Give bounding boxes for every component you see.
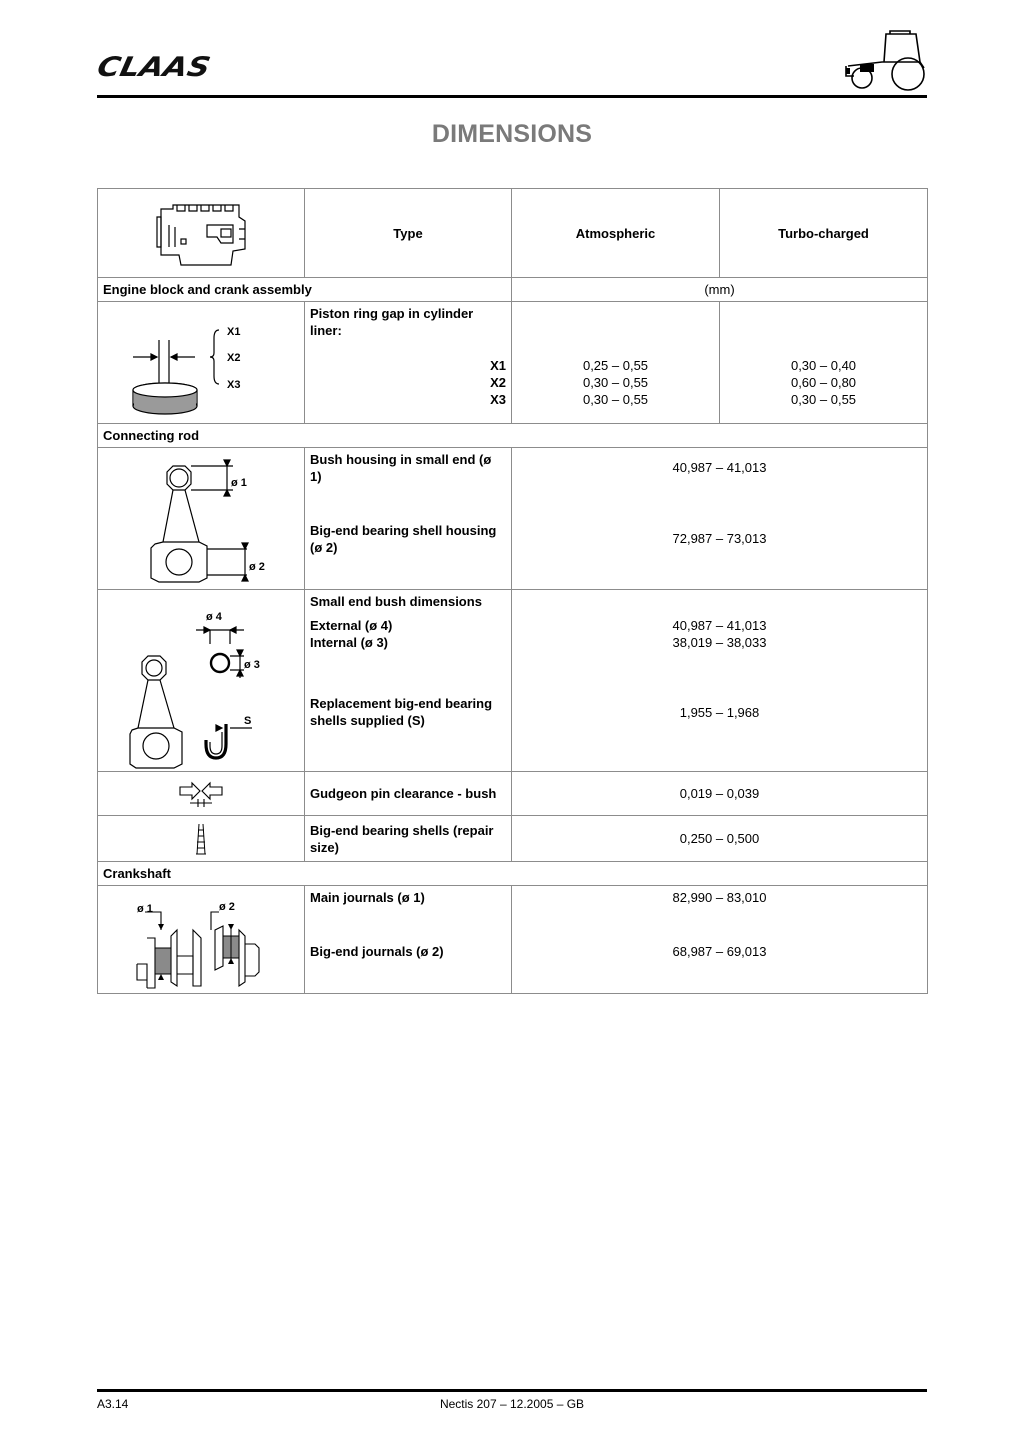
small-end-bush-label-cell (305, 590, 512, 772)
external-label: External (ø 4) (310, 618, 393, 633)
crankshaft-label-cell (305, 886, 512, 994)
piston-ring-icon (121, 308, 281, 418)
brand-text: CLAAS (94, 52, 200, 83)
external-value: 40,987 – 41,013 (672, 618, 767, 633)
x1-turbo: 0,30 – 0,40 (790, 358, 857, 373)
conrod-figure-cell (98, 448, 305, 590)
x2-key: X2 (490, 375, 506, 390)
bush-figure-cell (98, 590, 305, 772)
claas-logo (94, 52, 217, 83)
main-journals-label: Main journals (ø 1) (310, 890, 425, 905)
fig-label-o1: ø 1 (231, 476, 247, 489)
piston-ring-figure-cell (98, 302, 305, 424)
conrod-housing-value-cell (512, 448, 928, 590)
gudgeon-value: 0,019 – 0,039 (512, 772, 928, 816)
fig-label-x3: X3 (227, 378, 241, 391)
piston-ring-turbo-cell (720, 302, 928, 424)
piston-ring-atmospheric-cell (512, 302, 720, 424)
col-header-atmospheric: Atmospheric (512, 189, 720, 278)
table-row-piston-ring (98, 302, 928, 424)
section-row-engine-block (98, 278, 928, 302)
bigend-housing-label: Big-end bearing shell housing (ø 2) (310, 523, 497, 555)
internal-value: 38,019 – 38,033 (672, 635, 767, 650)
fig-label-o3: ø 3 (244, 658, 260, 671)
fig-label-bigend: ø 2 (219, 900, 235, 913)
footer-rule (97, 1389, 927, 1392)
clearance-arrows-icon (176, 779, 226, 809)
section-title-connecting-rod: Connecting rod (98, 424, 928, 448)
replacement-label: Replacement big-end bearing shells supplied (S) (310, 696, 493, 728)
bigend-shells-label: Big-end bearing shells (repair size) (305, 816, 512, 862)
gudgeon-figure-cell (98, 772, 305, 816)
bush-housing-label: Bush housing in small end (ø 1) (310, 452, 492, 484)
small-end-bush-label: Small end bush dimensions (310, 594, 482, 609)
fig-label-x2: X2 (227, 351, 241, 364)
bearing-shells-icon (191, 822, 211, 856)
engine-block-icon (151, 199, 251, 267)
fig-label-main: ø 1 (137, 902, 153, 915)
crankshaft-value-cell (512, 886, 928, 994)
dimensions-table (97, 188, 928, 994)
bigend-housing-value: 72,987 – 73,013 (672, 531, 767, 546)
bigend-journals-label: Big-end journals (ø 2) (310, 944, 444, 959)
table-row-bigend-shells (98, 816, 928, 862)
tractor-icon (838, 28, 930, 92)
bigend-shells-figure-cell (98, 816, 305, 862)
table-row-conrod-housing (98, 448, 928, 590)
section-row-connecting-rod (98, 424, 928, 448)
gudgeon-label: Gudgeon pin clearance - bush (305, 772, 512, 816)
bigend-shells-value: 0,250 – 0,500 (512, 816, 928, 862)
x1-atmospheric: 0,25 – 0,55 (582, 358, 649, 373)
bush-housing-value: 40,987 – 41,013 (672, 460, 767, 475)
page-number: A3.14 (97, 1397, 129, 1411)
col-header-turbo: Turbo-charged (720, 189, 928, 278)
table-header-row (98, 189, 928, 278)
x3-atmospheric: 0,30 – 0,55 (582, 392, 649, 407)
small-end-bush-value-cell (512, 590, 928, 772)
section-row-crankshaft (98, 862, 928, 886)
piston-ring-label: Piston ring gap in cylinder liner: (310, 306, 474, 338)
x2-atmospheric: 0,30 – 0,55 (582, 375, 649, 390)
main-journals-value: 82,990 – 83,010 (672, 890, 767, 905)
table-row-small-end-bush (98, 590, 928, 772)
connecting-rod-icon (141, 452, 265, 586)
bush-icon (126, 594, 276, 768)
section-title-engine-block: Engine block and crank assembly (98, 278, 512, 302)
unit-label: (mm) (512, 278, 928, 302)
document-reference: Nectis 207 – 12.2005 – GB (439, 1397, 585, 1411)
conrod-housing-label-cell (305, 448, 512, 590)
x3-key: X3 (490, 392, 506, 407)
crankshaft-icon (131, 890, 271, 990)
x1-key: X1 (490, 358, 506, 373)
internal-label: Internal (ø 3) (310, 635, 389, 650)
crankshaft-figure-cell (98, 886, 305, 994)
x3-turbo: 0,30 – 0,55 (790, 392, 857, 407)
page-title: DIMENSIONS (431, 120, 593, 148)
fig-label-o2: ø 2 (249, 560, 265, 573)
piston-ring-label-cell (305, 302, 512, 424)
table-row-gudgeon (98, 772, 928, 816)
table-row-crankshaft (98, 886, 928, 994)
col-header-type: Type (305, 189, 512, 278)
replacement-value: 1,955 – 1,968 (679, 705, 760, 720)
engine-block-figure-cell (98, 189, 305, 278)
fig-label-s: S (244, 714, 252, 727)
fig-label-o4: ø 4 (206, 610, 222, 623)
bigend-journals-value: 68,987 – 69,013 (672, 944, 767, 959)
fig-label-x1: X1 (227, 325, 241, 338)
x2-turbo: 0,60 – 0,80 (790, 375, 857, 390)
section-title-crankshaft: Crankshaft (98, 862, 928, 886)
header-rule (97, 95, 927, 98)
